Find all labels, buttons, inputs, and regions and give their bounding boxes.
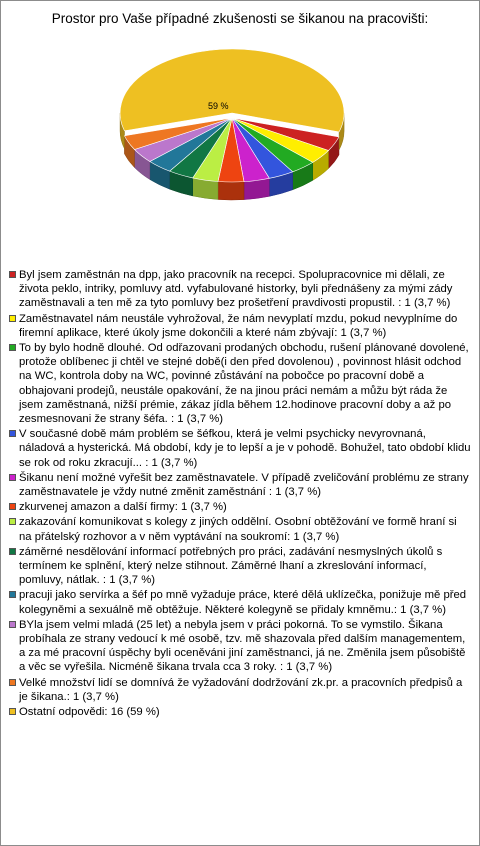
legend-label: Šikanu není možné vyřešit bez zaměstnavatele. V případě zveličování problému ze strany zaměstnavatele je vždy nutné změnit zaměstnání : 1 (3,7 %) (19, 471, 469, 499)
legend-label: Velké množství lidí se domnívá že vyžadování dodržování zk.pr. a pracovních předpisů a je šikana.: 1 (3,7 %) (19, 676, 463, 703)
legend-item (9, 515, 471, 543)
legend-item (9, 268, 471, 311)
legend-item (9, 588, 471, 616)
legend-label: V současné době mám problém se šéfkou, která je velmi psychicky nevyrovnaná, náladová a hysterická. Má období, kdy je to lepší a je v pohodě. Bohužel, tato období klidu se rok od roku zkracují... : 1 (3,7 %) (19, 428, 471, 469)
legend-item (9, 471, 471, 499)
legend-swatch (9, 474, 16, 481)
chart-legend (9, 268, 471, 720)
legend-swatch (9, 315, 16, 322)
legend-item (9, 500, 471, 514)
chart-title: Prostor pro Vaše případné zkušenosti se šikanou na pracovišti: (51, 11, 429, 26)
legend-label: Byl jsem zaměstnán na dpp, jako pracovník na recepci. Spolupracovnice mi dělali, ze života peklo, intriky, pomluvy atd. vyfabulované historky, byli přednášeny za mými zády zaměstnavali a ten mě za tyto pomluvy bez prošetření pravdivosti propustil. : 1 (3,7 %) (19, 269, 453, 310)
legend-swatch (9, 430, 16, 437)
legend-swatch (9, 621, 16, 628)
pie-slice-side-5-0 (218, 181, 244, 200)
legend-label: zakazování komunikovat s kolegy z jiných oddělní. Osobní obtěžování ve formě hraní si na přátelský rozhovor a v něm vyptávání na soukromí: 1 (3,7 %) (19, 516, 457, 543)
legend-swatch (9, 548, 16, 555)
legend-item (9, 312, 471, 340)
pie-chart (0, 0, 480, 260)
legend-item (9, 705, 471, 719)
pie-tops (120, 49, 344, 182)
pie-data-labels (208, 101, 229, 111)
legend-swatch (9, 591, 16, 598)
legend-label: zkurvenej amazon a další firmy: 1 (3,7 %) (19, 501, 227, 514)
legend-item (9, 618, 471, 675)
legend-item (9, 341, 471, 426)
legend-item (9, 545, 471, 588)
legend-label: pracuji jako servírka a šéf po mně vyžaduje práce, které dělá uklízečka, ponižuje mě před kolegyněmi a sexuálně mě obtěžuje. Některé kolegyně se přidaly kmněmu.: 1 (3,7 %) (19, 589, 467, 616)
legend-swatch (9, 271, 16, 278)
legend-label: záměrné nesdělování informací potřebných pro práci, zadávání nesmyslných úkolů s termínem ke splnění, který nelze stihnout. Záměrné lhaní a zkreslování informací, pomluvy, nátlak. : 1 (3,7 %) (19, 545, 443, 587)
legend-swatch (9, 344, 16, 351)
legend-label: To by bylo hodně dlouhé. Od odřazovani prodaných obchodu, rušení plánované dovolené, protože oblíbenec ji chtěl ve stejné době(i den před dovolenou) , povinnost hlásit odchod na WC, kontrola doby na WC, povinné zůstávání na pobočce po pracovní době a obhajovani prodejů, neustále opakování, že na jinou práci nemám a můžu být ráda že jsem zaměstnaná, nižší prémie, zákaz jídla během 12.hodinove pracovní doby a až po zesmesnovani že strany šéfa. : 1 (3,7 %) (19, 342, 469, 426)
legend-swatch (9, 679, 16, 686)
legend-label: Ostatní odpovědi: 16 (59 %) (19, 706, 160, 719)
legend-swatch (9, 503, 16, 510)
legend-item (9, 676, 471, 704)
pie-data-label: 59 % (208, 101, 229, 111)
legend-label: BYla jsem velmi mladá (25 let) a nebyla jsem v práci pokorná. To se vymstilo. Šikana probíhala ze strany vedoucí k mé osobě, tzv. mě shazovala před dalším managementem, a za mé pracovní úspěchy byli oceněváni jiní zaměstnanci, já ne. Změnila jsem působiště a věc se vyřešila. Nicméně šikana trvala cca 3 roky. : 1 (3,7 %) (19, 618, 466, 674)
legend-label: Zaměstnavatel nám neustále vyhrožoval, že nám nevyplatí mzdu, pokud nevyplníme do firemní aplikace, které úkoly jsme dokončili a které nám zbývají: 1 (3,7 %) (19, 312, 458, 339)
legend-swatch (9, 708, 16, 715)
legend-item (9, 427, 471, 470)
legend-swatch (9, 518, 16, 525)
